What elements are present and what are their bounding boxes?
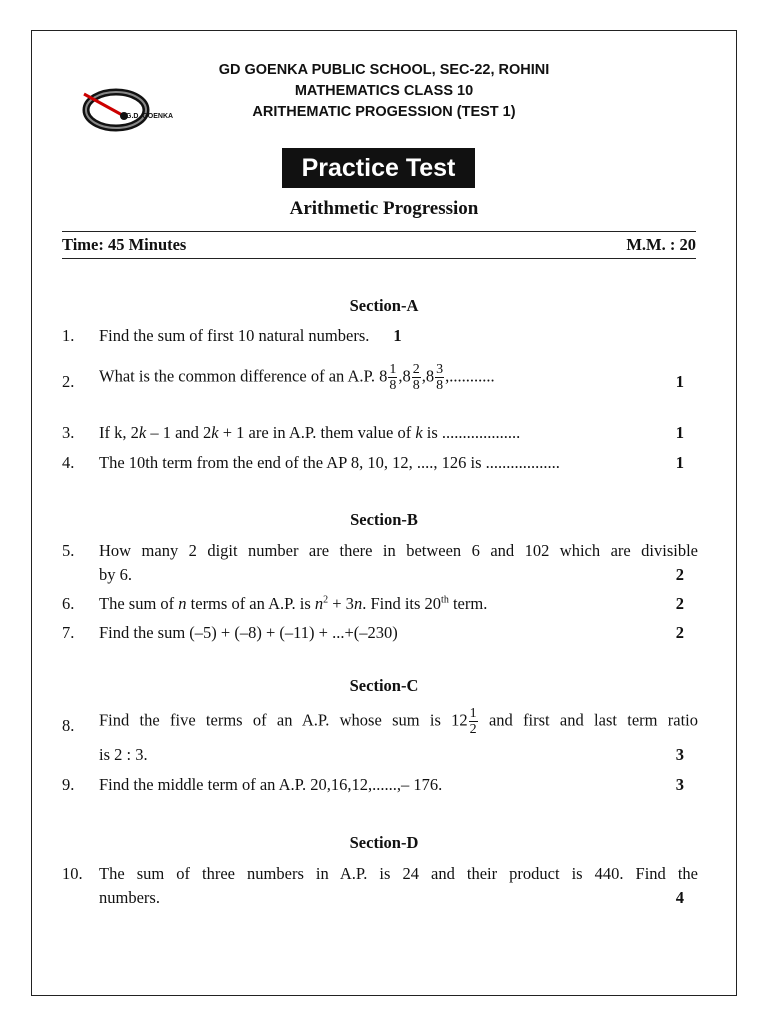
question-text bbox=[99, 324, 676, 348]
text-part: terms of an A.P. is bbox=[186, 594, 315, 613]
question-number: 6. bbox=[62, 594, 75, 613]
question-text: Find the middle term of an A.P. 20,16,12,......,– 176. bbox=[99, 775, 443, 794]
text-part: Find the five terms of an A.P. whose sum is 12 bbox=[99, 710, 468, 730]
practice-test-banner: Practice Test bbox=[282, 148, 475, 188]
question-marks: 2 bbox=[675, 565, 684, 584]
question-text bbox=[99, 362, 676, 393]
text-part: . Find its 20 bbox=[362, 594, 442, 613]
whole-part: 8 bbox=[379, 366, 388, 386]
question-text: The 10th term from the end of the AP 8, 10, 12, ...., 126 is .................. bbox=[99, 453, 560, 472]
exponent: 2 bbox=[323, 594, 329, 606]
text-part: term. bbox=[448, 594, 488, 613]
logo-text: G.D. GOENKA bbox=[126, 113, 174, 120]
text-part: is ................... bbox=[422, 423, 521, 442]
question-number: 1. bbox=[62, 326, 75, 345]
denominator: 8 bbox=[389, 378, 397, 393]
question-text-line-2: numbers. bbox=[99, 888, 160, 907]
school-header bbox=[0, 60, 768, 123]
time-label: Time: 45 Minutes bbox=[62, 235, 187, 254]
class-name: MATHEMATICS CLASS 10 bbox=[294, 83, 474, 99]
variable: k bbox=[138, 423, 147, 442]
question-marks: 1 bbox=[675, 372, 684, 391]
school-name: GD GOENKA PUBLIC SCHOOL, SEC-22, ROHINI bbox=[218, 62, 550, 78]
question-number: 10. bbox=[62, 864, 83, 883]
text-part: + 3 bbox=[328, 594, 354, 613]
question-2-text: What is the common difference of an A.P. bbox=[99, 366, 375, 386]
numerator: 1 bbox=[469, 706, 477, 721]
text-part: – 1 and 2 bbox=[146, 423, 212, 442]
variable: k bbox=[211, 423, 219, 442]
test-meta-row bbox=[62, 231, 696, 259]
question-number: 3. bbox=[62, 423, 75, 442]
question-marks: 1 bbox=[675, 453, 684, 472]
question-text-line-1: The sum of three numbers in A.P. is 24 and their product is 440. Find the bbox=[99, 864, 698, 883]
question-marks: 4 bbox=[675, 888, 684, 907]
fraction bbox=[412, 362, 421, 393]
text-part: If k, 2 bbox=[99, 423, 139, 442]
question-text-line-1: How many 2 digit number are there in between 6 and 102 which are divisible bbox=[99, 541, 698, 560]
variable: n bbox=[178, 594, 187, 613]
whole-part: ,8 bbox=[398, 366, 411, 386]
question-text bbox=[99, 592, 676, 616]
subtitle: Arithmetic Progression bbox=[289, 198, 479, 219]
numerator: 2 bbox=[412, 362, 420, 377]
numerator: 1 bbox=[389, 362, 397, 377]
section-d-title: Section-D bbox=[349, 833, 419, 852]
question-number: 4. bbox=[62, 453, 75, 472]
question-text-line-2: by 6. bbox=[99, 565, 132, 584]
question-marks: 2 bbox=[675, 594, 684, 613]
whole-part: ,8 bbox=[421, 366, 435, 386]
denominator: 2 bbox=[469, 722, 477, 737]
question-marks: 1 bbox=[393, 326, 402, 345]
question-1-text: Find the sum of first 10 natural numbers. bbox=[99, 326, 370, 345]
question-number: 9. bbox=[62, 775, 75, 794]
question-number: 2. bbox=[62, 372, 75, 391]
fraction bbox=[435, 362, 444, 393]
question-number: 5. bbox=[62, 541, 75, 560]
numerator: 3 bbox=[436, 362, 444, 377]
test-name: ARITHEMATIC PROGESSION (TEST 1) bbox=[252, 104, 516, 120]
variable: n bbox=[314, 594, 324, 613]
question-text-line-1 bbox=[99, 706, 698, 737]
text-part: and first and last term ratio bbox=[478, 710, 698, 730]
question-marks: 2 bbox=[675, 623, 684, 642]
question-text: Find the sum (–5) + (–8) + (–11) + ...+(–230) bbox=[99, 623, 398, 642]
denominator: 8 bbox=[436, 378, 444, 393]
question-text bbox=[99, 421, 676, 445]
question-number: 8. bbox=[62, 716, 75, 735]
variable: k bbox=[415, 423, 423, 442]
question-marks: 3 bbox=[675, 745, 684, 764]
variable: n bbox=[353, 594, 363, 613]
question-marks: 1 bbox=[675, 423, 684, 442]
question-text-line-2: is 2 : 3. bbox=[99, 745, 148, 764]
ordinal-suffix: th bbox=[441, 594, 449, 606]
section-b-title: Section-B bbox=[350, 510, 418, 529]
denominator: 8 bbox=[412, 378, 420, 393]
question-marks: 3 bbox=[675, 775, 684, 794]
fraction bbox=[388, 362, 397, 393]
text-part: The sum of bbox=[99, 594, 179, 613]
section-a-title: Section-A bbox=[349, 296, 419, 315]
ellipsis: ,........... bbox=[445, 366, 495, 386]
text-part: + 1 are in A.P. them value of bbox=[218, 423, 416, 442]
section-c-title: Section-C bbox=[349, 676, 419, 695]
fraction bbox=[469, 706, 478, 737]
max-marks-label: M.M. : 20 bbox=[626, 235, 696, 254]
question-number: 7. bbox=[62, 623, 75, 642]
